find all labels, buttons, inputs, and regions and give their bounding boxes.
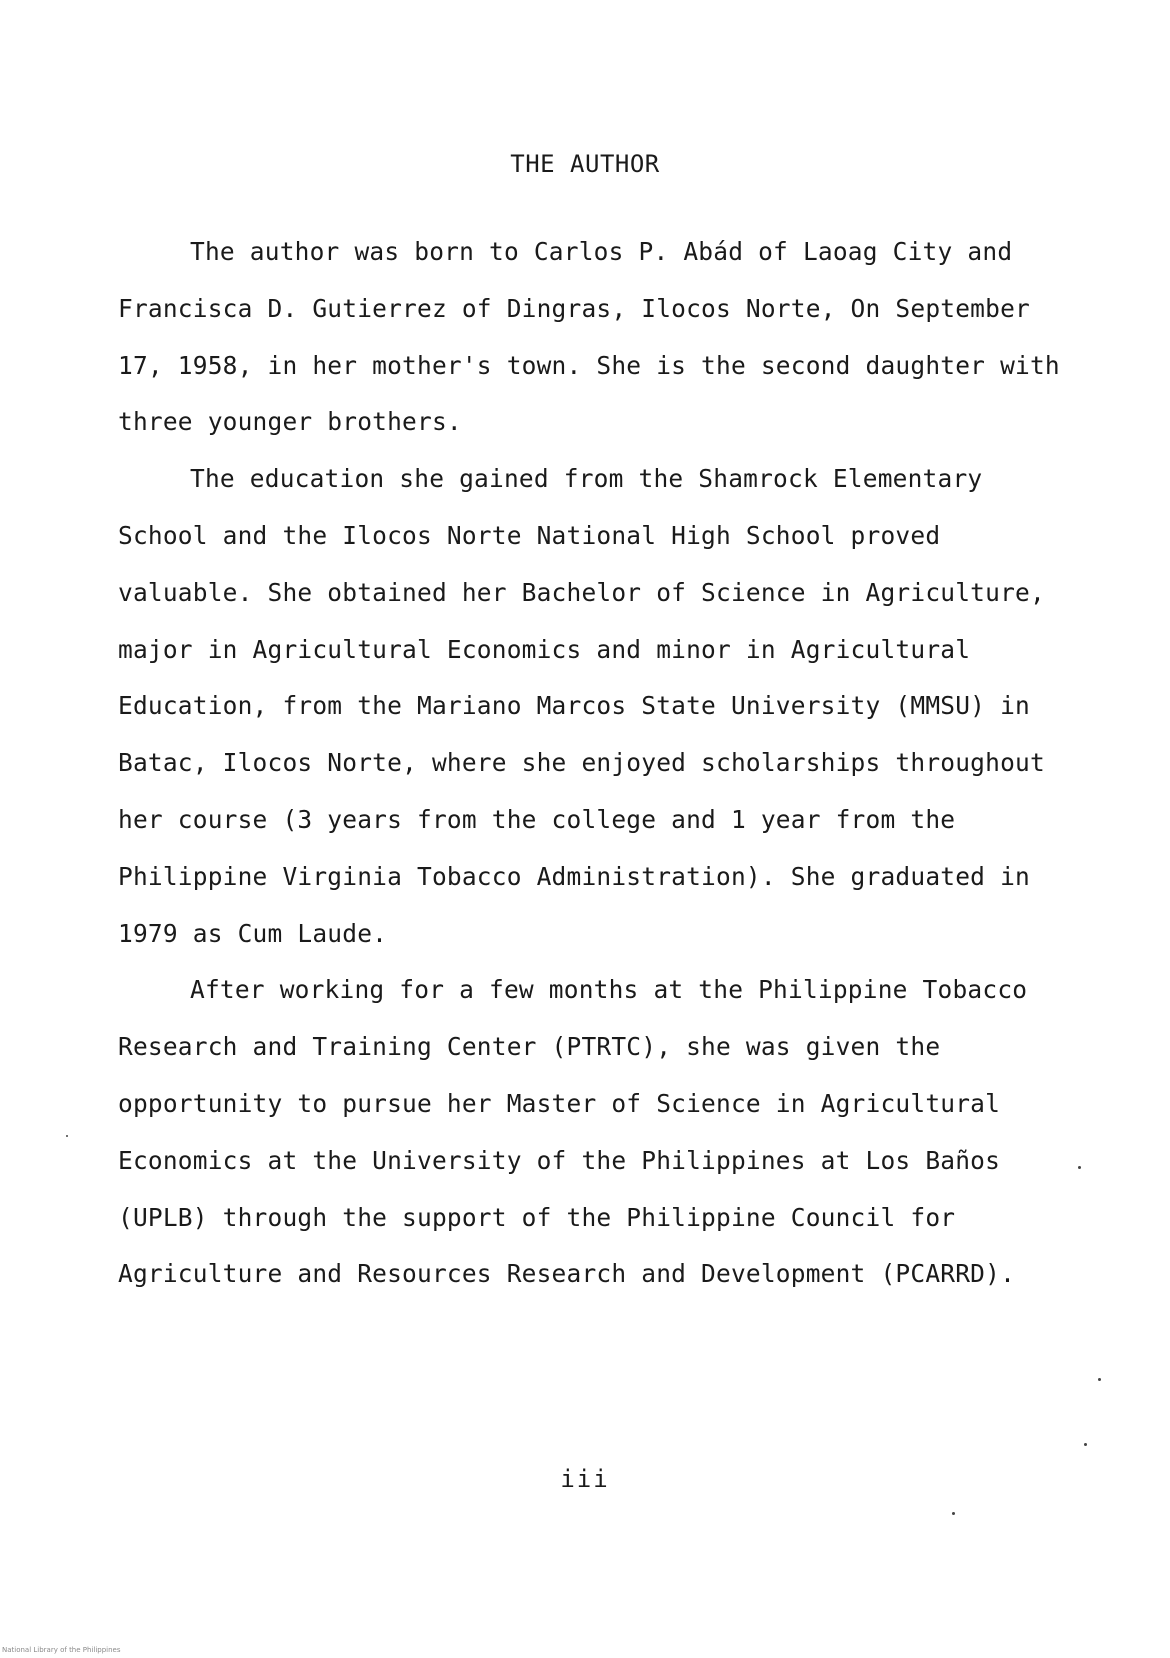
page-number: iii — [560, 1465, 610, 1493]
body-text — [118, 224, 1078, 1303]
scan-speck — [1084, 1443, 1087, 1446]
scan-footer-note: National Library of the Philippines — [2, 1646, 121, 1654]
paragraph-birth: The author was born to Carlos P. Abád of Laoag City and Francisca D. Gutierrez of Dingras, Ilocos Norte, On September 17, 1958, in her mother's town. She is the second daughter with three younger brothers. — [118, 237, 1060, 437]
scan-speck — [952, 1512, 955, 1515]
paragraph-career: After working for a few months at the Philippine Tobacco Research and Training Center (PTRTC), she was given the opportunity to pursue her Master of Science in Agricultural Economics at the University of the Philippines at Los Baños (UPLB) through the support of the Philippine Council for Agriculture and Resources Research and Development (PCARRD). — [118, 975, 1028, 1289]
scan-speck — [1098, 1378, 1101, 1381]
scan-speck — [66, 1135, 68, 1137]
scan-speck — [1078, 1166, 1081, 1169]
paragraph-education: The education she gained from the Shamrock Elementary School and the Ilocos Norte National High School proved valuable. She obtained her Bachelor of Science in Agriculture, major in Agricultural Economics and minor in Agricultural Education, from the Mariano Marcos State University (MMSU) in Batac, Ilocos Norte, where she enjoyed scholarships throughout her course (3 years from the college and 1 year from the Philippine Virginia Tobacco Administration). She graduated in 1979 as Cum Laude. — [118, 464, 1045, 948]
page-title: THE AUTHOR — [510, 150, 660, 178]
